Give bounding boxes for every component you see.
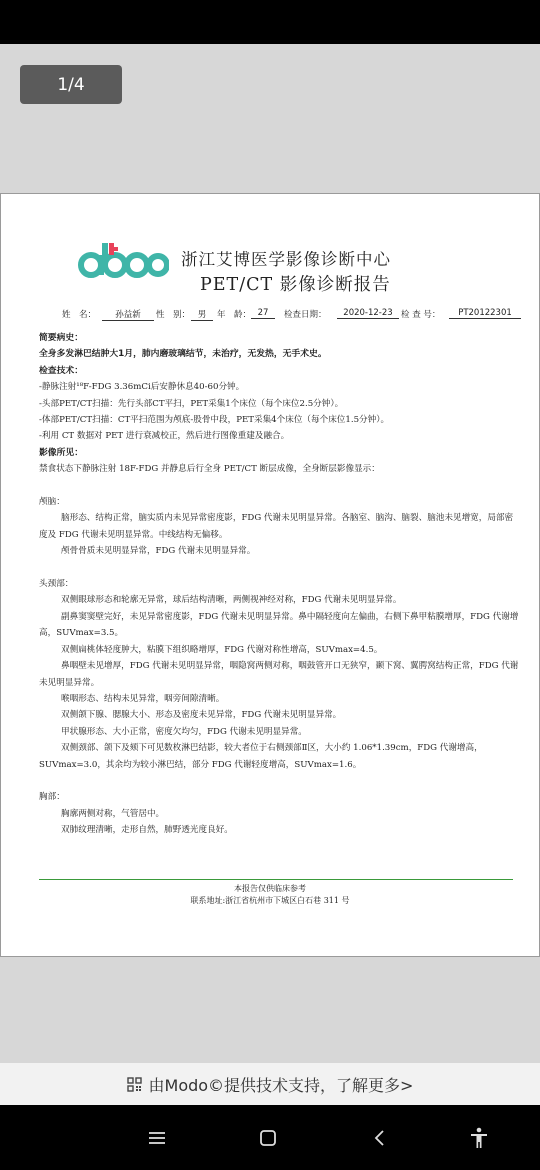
- page-indicator: 1/4: [20, 65, 122, 104]
- headneck-line: 双侧颌下腺、腮腺大小、形态及密度未见异常，FDG 代谢未见明显异常。: [61, 710, 342, 721]
- id-value: PT20122301: [449, 308, 521, 319]
- chest-line: 胸廓两侧对称，气管居中。: [61, 808, 165, 819]
- headneck-line: 甲状腺形态、大小正常，密度欠均匀，FDG 代谢未见明显异常。: [61, 726, 307, 737]
- report-body: [39, 330, 521, 839]
- headneck-line: 喉咽形态、结构未见异常，咽旁间隙清晰。: [61, 693, 225, 704]
- history-heading: 简要病史：: [39, 333, 83, 343]
- home-icon[interactable]: [253, 1123, 283, 1153]
- age-label: 年 龄：: [217, 310, 252, 320]
- headneck-line: 副鼻窦窦壁完好，未见异常密度影，FDG 代谢未见明显异常。鼻中隔轻度向左偏曲，右侧下鼻甲粘膜增厚，FDG 代谢增高，SUVmax=3.5。: [39, 611, 519, 639]
- technique-line: -静脉注射¹⁸F-FDG 3.36mCi后安静休息40-60分钟。: [39, 382, 245, 393]
- headneck-line: 鼻咽壁未见增厚，FDG 代谢未见明显异常，咽隐窝两侧对称，咽鼓管开口无狭窄，颞下窝、翼腭窝结构正常，FDG 代谢未见明显异常。: [39, 661, 519, 688]
- accessibility-icon[interactable]: [464, 1123, 494, 1153]
- menu-icon[interactable]: [142, 1123, 172, 1153]
- status-bar: [0, 0, 540, 44]
- document-page: [0, 193, 540, 957]
- date-label: 检查日期：: [284, 310, 327, 320]
- patient-info-row: [39, 308, 521, 324]
- back-icon[interactable]: [365, 1123, 395, 1153]
- technique-line: -头部PET/CT扫描：先行头部CT平扫，PET采集1个床位（每个床位2.5分钟）。: [39, 398, 344, 409]
- technique-heading: 检查技术：: [39, 365, 83, 376]
- chest-heading: 胸部：: [39, 792, 65, 803]
- technique-line: -体部PET/CT扫描：CT平扫范围为颅底-股骨中段，PET采集4个床位（每个床位1.5分钟）。: [39, 415, 390, 426]
- sex-value: 男: [191, 308, 213, 321]
- sex-label: 性 别：: [156, 310, 191, 320]
- banner-text[interactable]: 由Modo©提供技术支持，了解更多>: [148, 1075, 414, 1095]
- aboo-logo: [77, 241, 169, 281]
- report-title: PET/CT 影像诊断报告: [200, 275, 391, 295]
- findings-heading: 影像所见：: [39, 447, 83, 458]
- name-value: 孙益新: [102, 308, 154, 321]
- history-text: 全身多发淋巴结肿大1月，肺内磨玻璃结节，未治疗，无发热，无手术史。: [39, 349, 327, 360]
- brain-line: 脑形态、结构正常，脑实质内未见异常密度影，FDG 代谢未见明显异常。各脑室、脑沟、脑裂、脑池未见增宽，局部密度及 FDG 代谢未见明显异常。中线结构无偏移。: [39, 513, 514, 540]
- brain-line: 颅骨骨质未见明显异常，FDG 代谢未见明显异常。: [61, 546, 256, 557]
- footer-divider: [39, 879, 513, 880]
- findings-intro: 禁食状态下静脉注射 18F-FDG 并静息后行全身 PET/CT 断层成像，全身断层影像显示：: [39, 464, 380, 475]
- navigation-bar: [0, 1105, 540, 1170]
- name-label: 姓 名：: [62, 310, 97, 320]
- center-name: 浙江艾博医学影像诊断中心: [181, 250, 391, 269]
- qr-code-icon: [127, 1077, 142, 1092]
- chest-line: 双肺纹理清晰，走形自然，肺野透光度良好。: [61, 825, 233, 836]
- technique-line: -利用 CT 数据对 PET 进行衰减校正，然后进行图像重建及融合。: [39, 431, 290, 442]
- headneck-line: 双侧扁桃体轻度肿大，粘膜下组织略增厚，FDG 代谢对称性增高，SUVmax=4.5。: [61, 644, 383, 655]
- modo-banner[interactable]: [0, 1063, 540, 1105]
- brain-heading: 颅脑：: [39, 497, 65, 508]
- age-value: 27: [251, 308, 275, 319]
- headneck-line: 双侧颈部、颌下及颏下可见数枚淋巴结影，较大者位于右侧颈部Ⅱ区，大小约 1.06*1.39cm，FDG 代谢增高，SUVmax=3.0，其余均为较小淋巴结，部分 FDG 代谢轻度增高，SUVmax=1.6。: [39, 743, 483, 770]
- headneck-line: 双侧眼球形态和轮廓无异常，球后结构清晰，两侧视神经对称，FDG 代谢未见明显异常。: [61, 595, 402, 606]
- footer-address: 联系地址:浙江省杭州市下城区白石巷 311 号: [190, 896, 350, 905]
- date-value: 2020-12-23: [337, 308, 399, 319]
- footer-note: 本报告仅供临床参考: [234, 884, 306, 893]
- headneck-heading: 头颈部：: [39, 579, 74, 590]
- id-label: 检 查 号：: [401, 310, 441, 320]
